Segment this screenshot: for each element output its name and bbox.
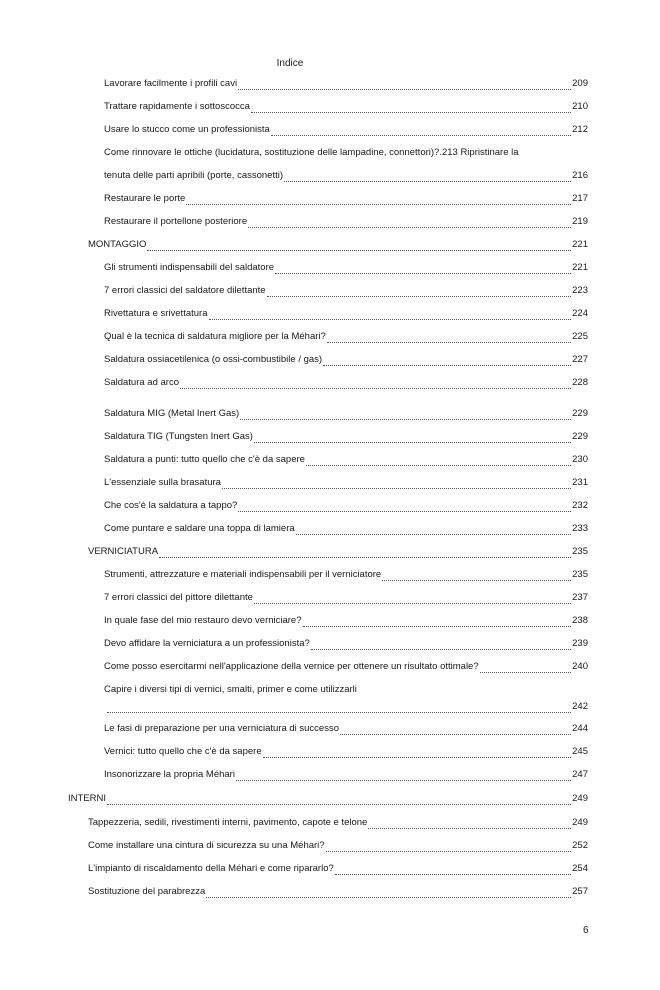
- toc-leader: [275, 264, 571, 274]
- toc-entry-text: Usare lo stucco come un professionista: [104, 124, 270, 135]
- toc-page-number: 238: [572, 615, 588, 626]
- toc-page-number: 224: [572, 308, 588, 319]
- toc-entry-text: Come posso esercitarmi nell'applicazione della vernice per ottenere un risultato ottimale?: [104, 661, 479, 672]
- toc-page-number: 231: [572, 477, 588, 488]
- toc-entry-text[interactable]: Come rinnovare le ottiche (lucidatura, sostituzione delle lampadine, connettori)?.213 Ripristinare la: [104, 147, 519, 158]
- toc-entry-text: Saldatura TIG (Tungsten Inert Gas): [104, 431, 253, 442]
- toc-leader: [186, 195, 571, 205]
- toc-page-number: 232: [572, 500, 588, 511]
- toc-leader: [311, 640, 571, 650]
- page-number: 6: [583, 925, 589, 936]
- toc-leader: [206, 888, 571, 898]
- toc-entry-text: L'impianto di riscaldamento della Méhari e come ripararlo?: [88, 863, 334, 874]
- toc-leader: [335, 865, 571, 875]
- toc-entry-text: Insonorizzare la propria Méhari: [104, 769, 235, 780]
- toc-entry[interactable]: [88, 882, 588, 898]
- toc-entry[interactable]: [104, 258, 588, 274]
- toc-entry-text: Gli strumenti indispensabili del saldatore: [104, 262, 275, 273]
- toc-page-number: 230: [572, 454, 588, 465]
- toc-entry[interactable]: [104, 304, 588, 320]
- toc-entry-text: Restaurare il portellone posteriore: [104, 216, 248, 227]
- toc-page-number: 227: [572, 354, 588, 365]
- toc-leader: [263, 748, 572, 758]
- toc-entry-text: Devo affidare la verniciatura a un professionista?: [104, 638, 310, 649]
- toc-page-number: 240: [572, 661, 588, 672]
- toc-entry-text: Che cos'è la saldatura a tappo?: [104, 500, 238, 511]
- toc-entry-text[interactable]: Capire i diversi tipi di vernici, smalti, primer e come utilizzarli: [104, 684, 357, 695]
- toc-page-number: 244: [572, 723, 588, 734]
- toc-entry[interactable]: [104, 327, 588, 343]
- toc-entry-text: L'essenziale sulla brasatura: [104, 477, 221, 488]
- toc-leader: [251, 103, 571, 113]
- toc-entry-text: Come puntare e saldare una toppa di lamiera: [104, 523, 295, 534]
- toc-leader: [267, 287, 572, 297]
- toc-page-number: 221: [572, 239, 588, 250]
- toc-leader: [180, 379, 571, 389]
- toc-page-number: 247: [572, 769, 588, 780]
- toc-page-number: 235: [572, 546, 588, 557]
- toc-leader: [222, 479, 571, 489]
- toc-page-number: 252: [572, 840, 588, 851]
- toc-page-number: 217: [572, 193, 588, 204]
- toc-entry[interactable]: [104, 97, 588, 113]
- toc-entry[interactable]: [104, 166, 588, 182]
- toc-entry[interactable]: [104, 350, 588, 366]
- toc-page-number: 221: [572, 262, 588, 273]
- toc-entry-text: Qual è la tecnica di saldatura migliore per la Méhari?: [104, 331, 326, 342]
- toc-entry-text: Tappezzeria, sedili, rivestimenti interni, pavimento, capote e telone: [88, 817, 368, 828]
- toc-entry-text: Sostituzione del parabrezza: [88, 886, 206, 897]
- toc-entry[interactable]: [104, 281, 588, 297]
- toc-page-number: 242: [572, 701, 588, 712]
- toc-entry-text: tenuta delle parti apribili (porte, cassonetti): [104, 170, 284, 181]
- toc-page-number: 254: [572, 863, 588, 874]
- toc-entry[interactable]: [88, 813, 588, 829]
- toc-entry-text: 7 errori classici del saldatore dilettante: [104, 285, 266, 296]
- toc-leader: [306, 456, 571, 466]
- toc-page-number: 219: [572, 216, 588, 227]
- toc-entry[interactable]: [104, 719, 588, 735]
- toc-entry[interactable]: [104, 765, 588, 781]
- toc-leader: [480, 663, 572, 673]
- toc-page-number: 237: [572, 592, 588, 603]
- toc-entry[interactable]: [104, 212, 588, 228]
- toc-chapter[interactable]: [68, 789, 588, 805]
- toc-section[interactable]: [88, 542, 588, 558]
- toc-leader: [326, 842, 572, 852]
- toc-leader: [248, 218, 571, 228]
- toc-entry[interactable]: [104, 588, 588, 604]
- toc-section-text: MONTAGGIO: [88, 239, 147, 250]
- toc-leader: [271, 126, 571, 136]
- toc-entry[interactable]: [104, 373, 588, 389]
- toc-leader: [159, 548, 571, 558]
- toc-entry-text: Rivettatura e srivettatura: [104, 308, 208, 319]
- toc-entry[interactable]: [106, 697, 588, 713]
- toc-page-number: 257: [572, 886, 588, 897]
- toc-entry-text: Le fasi di preparazione per una verniciatura di successo: [104, 723, 339, 734]
- toc-leader: [303, 617, 572, 627]
- toc-leader: [238, 80, 571, 90]
- toc-entry[interactable]: [104, 189, 588, 205]
- toc-section[interactable]: [88, 235, 588, 251]
- toc-page-number: 233: [572, 523, 588, 534]
- toc-entry-text: Saldatura ad arco: [104, 377, 179, 388]
- toc-page-number: 245: [572, 746, 588, 757]
- toc-leader: [340, 725, 571, 735]
- toc-entry[interactable]: [104, 427, 588, 443]
- toc-page-number: 212: [572, 124, 588, 135]
- toc-entry-text: Trattare rapidamente i sottoscocca: [104, 101, 250, 112]
- toc-entry[interactable]: [104, 611, 588, 627]
- toc-page-number: 216: [572, 170, 588, 181]
- toc-entry[interactable]: [104, 634, 588, 650]
- toc-page-number: 249: [572, 793, 588, 804]
- toc-page-number: 249: [572, 817, 588, 828]
- toc-entry-text: In quale fase del mio restauro devo verniciare?: [104, 615, 302, 626]
- toc-entry[interactable]: [104, 74, 588, 90]
- toc-entry-text: Lavorare facilmente i profili cavi: [104, 78, 238, 89]
- toc-page-number: 210: [572, 101, 588, 112]
- toc-page-number: 229: [572, 408, 588, 419]
- toc-title: Indice: [276, 58, 304, 69]
- toc-entry-text: Saldatura MIG (Metal Inert Gas): [104, 408, 240, 419]
- toc-leader: [236, 771, 571, 781]
- toc-leader: [323, 356, 571, 366]
- toc-page-number: 239: [572, 638, 588, 649]
- toc-chapter-text: INTERNI: [68, 793, 106, 804]
- toc-entry[interactable]: [104, 473, 588, 489]
- toc-leader: [107, 795, 571, 805]
- toc-leader: [254, 433, 571, 443]
- toc-leader: [382, 571, 571, 581]
- toc-entry[interactable]: [104, 519, 588, 535]
- toc-leader: [284, 172, 571, 182]
- toc-entry[interactable]: [104, 565, 588, 581]
- toc-page-number: 235: [572, 569, 588, 580]
- toc-page-number: 225: [572, 331, 588, 342]
- toc-leader: [238, 502, 571, 512]
- toc-entry-text: Come installare una cintura di sicurezza su una Méhari?: [88, 840, 325, 851]
- toc-entry-text: Vernici: tutto quello che c'è da sapere: [104, 746, 262, 757]
- toc-entry-text: Saldatura a punti: tutto quello che c'è da sapere: [104, 454, 305, 465]
- toc-entry[interactable]: [104, 742, 588, 758]
- toc-leader: [209, 310, 572, 320]
- toc-leader: [147, 241, 571, 251]
- toc-entry[interactable]: [104, 404, 588, 420]
- toc-leader: [368, 819, 571, 829]
- toc-entry[interactable]: [104, 657, 588, 673]
- toc-page-number: 229: [572, 431, 588, 442]
- toc-leader: [296, 525, 571, 535]
- toc-entry-text: Strumenti, attrezzature e materiali indispensabili per il verniciatore: [104, 569, 382, 580]
- toc-leader: [107, 703, 571, 713]
- toc-entry-text: 7 errori classici del pittore dilettante: [104, 592, 253, 603]
- toc-leader: [240, 410, 571, 420]
- toc-page-number: 209: [572, 78, 588, 89]
- toc-section-text: VERNICIATURA: [88, 546, 159, 557]
- toc-entry[interactable]: [104, 120, 588, 136]
- toc-entry-text: Saldatura ossiacetilenica (o ossi-combustibile / gas): [104, 354, 323, 365]
- toc-leader: [254, 594, 571, 604]
- toc-entry[interactable]: [88, 836, 588, 852]
- toc-entry[interactable]: [88, 859, 588, 875]
- toc-entry[interactable]: [104, 496, 588, 512]
- toc-leader: [327, 333, 571, 343]
- toc-page-number: 223: [572, 285, 588, 296]
- toc-entry-text: Restaurare le porte: [104, 193, 186, 204]
- toc-page-number: 228: [572, 377, 588, 388]
- toc-entry[interactable]: [104, 450, 588, 466]
